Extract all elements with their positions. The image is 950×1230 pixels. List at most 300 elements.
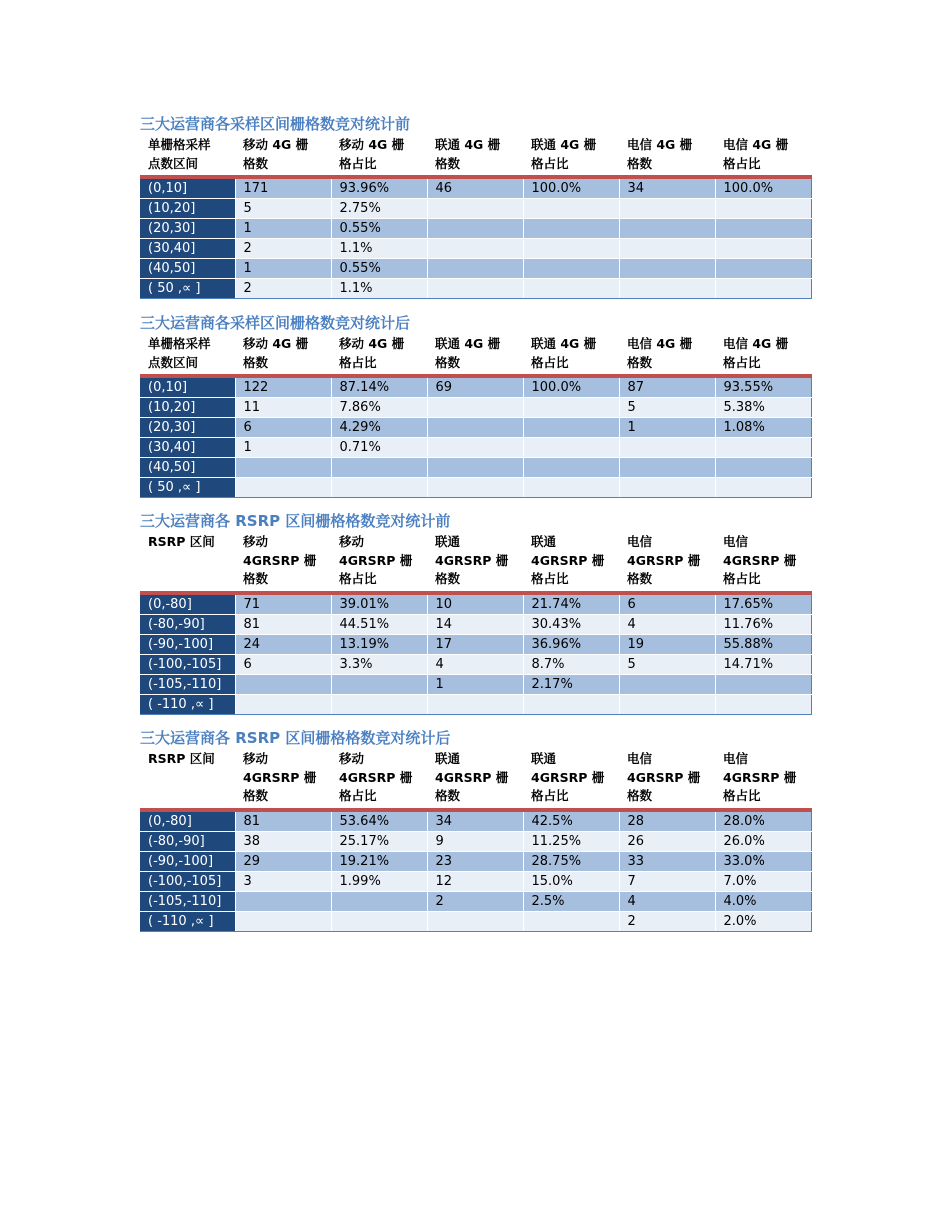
column-header-line: 电信 4G 栅 <box>627 137 693 152</box>
table-cell: 38 <box>235 831 331 851</box>
column-header-line: 格占比 <box>339 354 377 370</box>
table-row <box>140 259 811 279</box>
row-range-label: (10,20] <box>140 199 235 219</box>
table-cell <box>331 891 427 911</box>
table-cell: 39.01% <box>331 593 427 615</box>
column-header-line: 4GRSRP 栅 <box>339 552 413 568</box>
table-row <box>140 438 811 458</box>
table-cell <box>523 478 619 498</box>
column-header-line: 联通 <box>531 534 557 549</box>
table-cell <box>427 199 523 219</box>
table-cell: 17 <box>427 634 523 654</box>
table-cell: 93.96% <box>331 177 427 199</box>
column-header-line: 格占比 <box>723 155 761 171</box>
row-range-label: ( -110 ,∝ ] <box>140 694 235 714</box>
row-range-label: (-90,-100] <box>140 634 235 654</box>
table-cell <box>331 478 427 498</box>
table-cell: 100.0% <box>523 177 619 199</box>
table-cell: 6 <box>235 654 331 674</box>
table-cell: 11.76% <box>715 614 811 634</box>
column-header-line: 格数 <box>435 571 461 586</box>
table-cell: 81 <box>235 810 331 832</box>
table-cell: 19.21% <box>331 851 427 871</box>
table-row <box>140 871 811 891</box>
table-cell: 10 <box>427 593 523 615</box>
column-header <box>523 532 619 593</box>
table-row <box>140 219 811 239</box>
table-cell <box>715 438 811 458</box>
column-header-line: 格数 <box>435 354 461 370</box>
column-header-line: 移动 4G 栅 <box>339 336 405 351</box>
column-header-line: 联通 4G 栅 <box>531 336 597 351</box>
column-header-line: 电信 4G 栅 <box>723 336 789 351</box>
column-header <box>140 135 235 177</box>
row-range-label: (-105,-110] <box>140 674 235 694</box>
table-cell <box>715 199 811 219</box>
column-header <box>715 532 811 593</box>
section-title: 三大运营商各采样区间栅格数竞对统计后 <box>140 314 411 332</box>
stats-table <box>140 135 812 299</box>
stats-table <box>140 334 812 498</box>
column-header-line: 格数 <box>243 571 269 586</box>
row-range-label: (40,50] <box>140 458 235 478</box>
table-cell <box>619 199 715 219</box>
table-cell: 36.96% <box>523 634 619 654</box>
table-cell: 6 <box>619 593 715 615</box>
table-cell <box>619 219 715 239</box>
row-range-label: (-90,-100] <box>140 851 235 871</box>
table-cell <box>427 478 523 498</box>
column-header <box>235 135 331 177</box>
table-row <box>140 177 811 199</box>
column-header <box>619 135 715 177</box>
table-cell: 9 <box>427 831 523 851</box>
column-header <box>427 532 523 593</box>
table-cell <box>331 694 427 714</box>
table-section-1 <box>140 115 811 299</box>
row-range-label: ( 50 ,∝ ] <box>140 478 235 498</box>
table-cell: 1.1% <box>331 279 427 299</box>
table-cell <box>619 279 715 299</box>
table-cell <box>427 458 523 478</box>
table-cell: 71 <box>235 593 331 615</box>
table-cell: 21.74% <box>523 593 619 615</box>
column-header <box>619 749 715 810</box>
column-header-line: 电信 4G 栅 <box>723 137 789 152</box>
column-header <box>331 135 427 177</box>
column-header-line: 格数 <box>435 788 461 803</box>
table-cell: 6 <box>235 418 331 438</box>
table-cell: 29 <box>235 851 331 871</box>
column-header-line: 电信 <box>627 534 653 549</box>
table-row <box>140 418 811 438</box>
table-cell <box>427 398 523 418</box>
stats-table <box>140 749 812 932</box>
table-row <box>140 376 811 398</box>
table-cell: 33 <box>619 851 715 871</box>
column-header-line: 4GRSRP 栅 <box>243 769 317 785</box>
table-row <box>140 199 811 219</box>
row-range-label: (-105,-110] <box>140 891 235 911</box>
table-cell: 46 <box>427 177 523 199</box>
table-cell: 2.0% <box>715 911 811 931</box>
column-header-line: 格数 <box>243 354 269 370</box>
table-row <box>140 831 811 851</box>
table-cell: 5 <box>619 398 715 418</box>
column-header <box>427 135 523 177</box>
column-header-line: 4GRSRP 栅 <box>627 552 701 568</box>
table-cell: 24 <box>235 634 331 654</box>
table-cell: 5.38% <box>715 398 811 418</box>
table-cell: 3.3% <box>331 654 427 674</box>
table-cell: 100.0% <box>523 376 619 398</box>
table-cell: 5 <box>235 199 331 219</box>
table-row <box>140 614 811 634</box>
table-row <box>140 891 811 911</box>
column-header-line: 联通 4G 栅 <box>435 137 501 152</box>
table-cell <box>523 458 619 478</box>
table-cell <box>619 674 715 694</box>
table-cell <box>235 891 331 911</box>
table-cell: 1 <box>427 674 523 694</box>
column-header <box>427 334 523 376</box>
table-row <box>140 654 811 674</box>
table-cell: 0.71% <box>331 438 427 458</box>
column-header-line: 格数 <box>435 155 461 171</box>
table-cell: 17.65% <box>715 593 811 615</box>
table-cell <box>619 438 715 458</box>
column-header <box>523 334 619 376</box>
column-header-line: 格数 <box>627 354 653 370</box>
table-cell: 2 <box>427 891 523 911</box>
table-cell <box>427 279 523 299</box>
column-header <box>619 334 715 376</box>
column-header <box>331 749 427 810</box>
table-cell <box>715 219 811 239</box>
table-cell <box>523 694 619 714</box>
section-title: 三大运营商各采样区间栅格数竞对统计前 <box>140 115 411 133</box>
column-header-line: 格占比 <box>531 155 569 171</box>
column-header-line: 单栅格采样 <box>148 137 211 152</box>
column-header-line: 格数 <box>627 788 653 803</box>
table-row <box>140 239 811 259</box>
column-header <box>140 334 235 376</box>
column-header-line: 格数 <box>243 155 269 171</box>
table-cell: 15.0% <box>523 871 619 891</box>
column-header-line: 格占比 <box>531 354 569 370</box>
table-cell <box>523 239 619 259</box>
column-header <box>427 749 523 810</box>
table-cell: 7.86% <box>331 398 427 418</box>
column-header-line: RSRP 区间 <box>148 751 215 766</box>
column-header <box>235 749 331 810</box>
table-cell <box>523 199 619 219</box>
column-header-line: 格占比 <box>531 571 569 586</box>
table-cell: 2.75% <box>331 199 427 219</box>
table-cell <box>715 259 811 279</box>
table-cell <box>715 458 811 478</box>
row-range-label: (0,10] <box>140 177 235 199</box>
column-header-line: 点数区间 <box>148 354 199 370</box>
table-cell <box>619 478 715 498</box>
table-cell: 8.7% <box>523 654 619 674</box>
table-cell: 25.17% <box>331 831 427 851</box>
column-header <box>331 334 427 376</box>
column-header-line: 移动 <box>339 751 365 766</box>
column-header-line: 联通 4G 栅 <box>531 137 597 152</box>
table-row <box>140 478 811 498</box>
column-header <box>235 532 331 593</box>
table-cell: 30.43% <box>523 614 619 634</box>
column-header-line: 格数 <box>627 155 653 171</box>
header-row <box>140 135 811 177</box>
header-row <box>140 532 811 593</box>
table-cell: 5 <box>619 654 715 674</box>
column-header-line: 4GRSRP 栅 <box>243 552 317 568</box>
table-cell <box>235 911 331 931</box>
table-section-3 <box>140 512 811 715</box>
column-header-line: 移动 <box>339 534 365 549</box>
column-header <box>140 749 235 810</box>
table-cell: 34 <box>427 810 523 832</box>
table-cell: 1.1% <box>331 239 427 259</box>
table-section-4 <box>140 729 811 932</box>
table-cell: 2 <box>235 239 331 259</box>
column-header-line: 点数区间 <box>148 155 199 171</box>
table-row <box>140 398 811 418</box>
table-cell <box>715 279 811 299</box>
table-cell: 3 <box>235 871 331 891</box>
table-row <box>140 279 811 299</box>
row-range-label: (10,20] <box>140 398 235 418</box>
table-cell: 0.55% <box>331 219 427 239</box>
column-header-line: 4GRSRP 栅 <box>435 769 509 785</box>
row-range-label: (-100,-105] <box>140 654 235 674</box>
table-row <box>140 851 811 871</box>
column-header <box>715 135 811 177</box>
table-cell: 2.17% <box>523 674 619 694</box>
column-header-line: 4GRSRP 栅 <box>435 552 509 568</box>
table-cell <box>523 259 619 279</box>
column-header-line: 格占比 <box>339 571 377 586</box>
column-header-line: 4GRSRP 栅 <box>723 552 797 568</box>
table-row <box>140 458 811 478</box>
table-cell <box>427 694 523 714</box>
row-range-label: (0,-80] <box>140 810 235 832</box>
table-row <box>140 674 811 694</box>
table-cell: 1 <box>235 219 331 239</box>
column-header-line: 联通 <box>531 751 557 766</box>
table-cell: 4 <box>427 654 523 674</box>
column-header-line: 格数 <box>243 788 269 803</box>
table-cell <box>235 458 331 478</box>
column-header-line: 4GRSRP 栅 <box>531 769 605 785</box>
table-cell <box>235 478 331 498</box>
stats-table <box>140 532 812 715</box>
table-cell: 26 <box>619 831 715 851</box>
column-header-line: RSRP 区间 <box>148 534 215 549</box>
table-cell <box>715 694 811 714</box>
table-cell <box>523 279 619 299</box>
table-cell <box>715 674 811 694</box>
table-cell <box>427 259 523 279</box>
column-header <box>523 135 619 177</box>
column-header-line: 移动 4G 栅 <box>243 336 309 351</box>
table-cell <box>427 911 523 931</box>
row-range-label: (30,40] <box>140 239 235 259</box>
table-cell: 14 <box>427 614 523 634</box>
table-cell <box>331 458 427 478</box>
column-header <box>235 334 331 376</box>
table-row <box>140 593 811 615</box>
table-cell: 23 <box>427 851 523 871</box>
header-row <box>140 749 811 810</box>
table-cell: 171 <box>235 177 331 199</box>
table-cell: 13.19% <box>331 634 427 654</box>
table-cell <box>427 418 523 438</box>
table-cell: 7 <box>619 871 715 891</box>
row-range-label: (0,-80] <box>140 593 235 615</box>
column-header-line: 联通 4G 栅 <box>435 336 501 351</box>
table-cell: 12 <box>427 871 523 891</box>
table-cell <box>235 674 331 694</box>
column-header-line: 4GRSRP 栅 <box>627 769 701 785</box>
row-range-label: (30,40] <box>140 438 235 458</box>
column-header-line: 4GRSRP 栅 <box>339 769 413 785</box>
row-range-label: (40,50] <box>140 259 235 279</box>
table-cell: 11 <box>235 398 331 418</box>
column-header-line: 格占比 <box>723 788 761 803</box>
column-header <box>523 749 619 810</box>
column-header-line: 电信 <box>723 751 749 766</box>
table-cell <box>619 694 715 714</box>
table-cell: 7.0% <box>715 871 811 891</box>
column-header-line: 格占比 <box>339 155 377 171</box>
table-cell <box>619 259 715 279</box>
table-cell <box>523 911 619 931</box>
table-cell <box>427 438 523 458</box>
table-cell: 87 <box>619 376 715 398</box>
table-cell: 34 <box>619 177 715 199</box>
table-cell <box>235 694 331 714</box>
section-title: 三大运营商各 RSRP 区间栅格格数竞对统计后 <box>140 729 451 747</box>
row-range-label: ( 50 ,∝ ] <box>140 279 235 299</box>
table-cell: 26.0% <box>715 831 811 851</box>
column-header-line: 格占比 <box>339 788 377 803</box>
table-cell: 100.0% <box>715 177 811 199</box>
table-cell: 28 <box>619 810 715 832</box>
column-header <box>715 749 811 810</box>
table-cell <box>427 239 523 259</box>
column-header-line: 移动 <box>243 534 269 549</box>
column-header-line: 4GRSRP 栅 <box>723 769 797 785</box>
table-row <box>140 810 811 832</box>
table-cell: 28.75% <box>523 851 619 871</box>
table-cell <box>331 674 427 694</box>
column-header-line: 格数 <box>627 571 653 586</box>
column-header-line: 4GRSRP 栅 <box>531 552 605 568</box>
table-cell: 69 <box>427 376 523 398</box>
section-title: 三大运营商各 RSRP 区间栅格格数竞对统计前 <box>140 512 451 530</box>
table-cell: 4.0% <box>715 891 811 911</box>
table-cell: 0.55% <box>331 259 427 279</box>
table-cell: 44.51% <box>331 614 427 634</box>
table-cell: 33.0% <box>715 851 811 871</box>
column-header <box>140 532 235 593</box>
table-cell <box>619 458 715 478</box>
table-cell: 81 <box>235 614 331 634</box>
table-cell: 122 <box>235 376 331 398</box>
row-range-label: (0,10] <box>140 376 235 398</box>
row-range-label: (20,30] <box>140 219 235 239</box>
table-cell <box>523 398 619 418</box>
table-cell <box>523 219 619 239</box>
table-cell: 4.29% <box>331 418 427 438</box>
row-range-label: ( -110 ,∝ ] <box>140 911 235 931</box>
column-header-line: 电信 <box>627 751 653 766</box>
table-row <box>140 634 811 654</box>
table-cell: 4 <box>619 891 715 911</box>
table-cell <box>619 239 715 259</box>
column-header-line: 移动 4G 栅 <box>339 137 405 152</box>
column-header-line: 移动 4G 栅 <box>243 137 309 152</box>
column-header-line: 电信 4G 栅 <box>627 336 693 351</box>
row-range-label: (-80,-90] <box>140 831 235 851</box>
column-header-line: 格占比 <box>531 788 569 803</box>
table-cell: 93.55% <box>715 376 811 398</box>
table-cell <box>427 219 523 239</box>
table-cell: 2 <box>235 279 331 299</box>
table-cell <box>523 418 619 438</box>
table-cell: 1 <box>619 418 715 438</box>
table-cell: 87.14% <box>331 376 427 398</box>
table-cell <box>331 911 427 931</box>
table-cell: 19 <box>619 634 715 654</box>
table-cell: 4 <box>619 614 715 634</box>
table-cell: 1.99% <box>331 871 427 891</box>
table-cell: 1.08% <box>715 418 811 438</box>
table-cell <box>523 438 619 458</box>
row-range-label: (-80,-90] <box>140 614 235 634</box>
table-cell: 42.5% <box>523 810 619 832</box>
table-cell <box>715 239 811 259</box>
table-cell: 28.0% <box>715 810 811 832</box>
column-header-line: 单栅格采样 <box>148 336 211 351</box>
table-cell: 14.71% <box>715 654 811 674</box>
row-range-label: (-100,-105] <box>140 871 235 891</box>
column-header-line: 联通 <box>435 751 461 766</box>
column-header <box>619 532 715 593</box>
header-row <box>140 334 811 376</box>
table-cell: 11.25% <box>523 831 619 851</box>
column-header <box>715 334 811 376</box>
table-row <box>140 694 811 714</box>
table-cell: 1 <box>235 259 331 279</box>
row-range-label: (20,30] <box>140 418 235 438</box>
table-cell: 53.64% <box>331 810 427 832</box>
column-header-line: 电信 <box>723 534 749 549</box>
table-cell: 2.5% <box>523 891 619 911</box>
column-header-line: 移动 <box>243 751 269 766</box>
column-header-line: 联通 <box>435 534 461 549</box>
table-cell: 2 <box>619 911 715 931</box>
table-cell <box>715 478 811 498</box>
column-header-line: 格占比 <box>723 571 761 586</box>
column-header-line: 格占比 <box>723 354 761 370</box>
table-cell: 55.88% <box>715 634 811 654</box>
column-header <box>331 532 427 593</box>
table-section-2 <box>140 314 811 498</box>
